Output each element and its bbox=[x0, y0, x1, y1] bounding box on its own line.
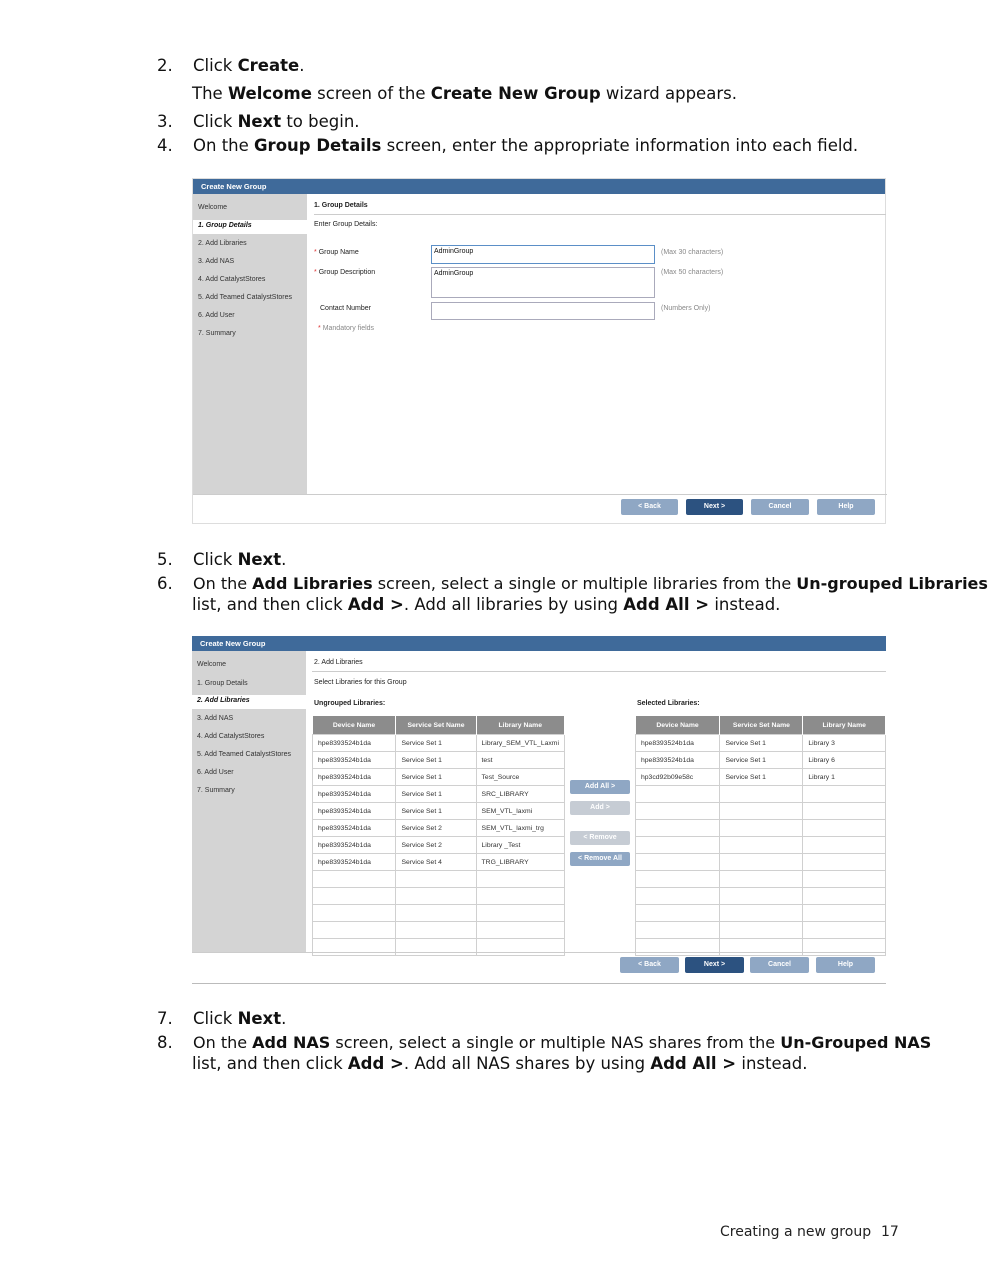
table-cell: test bbox=[476, 752, 564, 769]
table-cell: hpe8393524b1da bbox=[313, 854, 396, 871]
group-description-label: * Group Description bbox=[314, 269, 376, 276]
table-cell bbox=[636, 888, 720, 905]
table-cell: hpe8393524b1da bbox=[313, 735, 396, 752]
table-cell: hpe8393524b1da bbox=[313, 803, 396, 820]
table-row[interactable] bbox=[313, 752, 565, 769]
ungrouped-libraries-table bbox=[312, 716, 565, 956]
table-cell bbox=[636, 905, 720, 922]
table-cell bbox=[636, 803, 720, 820]
table-cell: Test_Source bbox=[476, 769, 564, 786]
button-bar-divider bbox=[192, 952, 886, 953]
table-row[interactable] bbox=[636, 820, 886, 837]
table-cell bbox=[803, 820, 886, 837]
cancel-button[interactable]: Cancel bbox=[751, 499, 809, 515]
table-cell: hpe8393524b1da bbox=[313, 820, 396, 837]
table-cell bbox=[803, 854, 886, 871]
table-cell bbox=[720, 786, 803, 803]
section-subheading: Select Libraries for this Group bbox=[314, 679, 407, 686]
contact-number-input[interactable] bbox=[431, 302, 655, 320]
table-row[interactable] bbox=[636, 888, 886, 905]
step-6-line-2: list, and then click Add >. Add all libraries by using Add All > instead. bbox=[192, 595, 781, 614]
table-cell bbox=[396, 888, 476, 905]
back-button[interactable]: < Back bbox=[620, 957, 679, 973]
table-row[interactable] bbox=[313, 905, 565, 922]
help-button[interactable]: Help bbox=[817, 499, 875, 515]
step-2-paragraph: The Welcome screen of the Create New Group wizard appears. bbox=[192, 84, 737, 103]
table-cell: hpe8393524b1da bbox=[636, 752, 720, 769]
table-cell bbox=[313, 905, 396, 922]
table-cell: Library _Test bbox=[476, 837, 564, 854]
table-cell bbox=[720, 922, 803, 939]
table-cell: hpe8393524b1da bbox=[313, 786, 396, 803]
table-cell bbox=[396, 922, 476, 939]
contact-number-label: Contact Number bbox=[320, 305, 371, 312]
nav-item-add-user[interactable]: 6. Add User bbox=[197, 769, 234, 776]
cancel-button[interactable]: Cancel bbox=[750, 957, 809, 973]
contact-number-hint: (Numbers Only) bbox=[661, 305, 711, 312]
nav-item-group-details[interactable]: 1. Group Details bbox=[193, 220, 307, 234]
table-cell bbox=[636, 786, 720, 803]
table-row[interactable] bbox=[636, 752, 886, 769]
nav-item-welcome[interactable]: Welcome bbox=[198, 204, 228, 211]
wizard-title-bar: Create New Group bbox=[192, 636, 886, 651]
step-8-line-2: list, and then click Add >. Add all NAS shares by using Add All > instead. bbox=[192, 1054, 808, 1073]
wizard-nav bbox=[193, 194, 307, 494]
table-cell bbox=[803, 786, 886, 803]
table-cell bbox=[803, 905, 886, 922]
table-cell bbox=[636, 837, 720, 854]
table-cell bbox=[476, 871, 564, 888]
table-cell bbox=[720, 871, 803, 888]
bottom-divider bbox=[192, 983, 886, 984]
table-cell bbox=[396, 871, 476, 888]
section-subheading: Enter Group Details: bbox=[314, 221, 378, 228]
wizard-nav bbox=[192, 651, 306, 952]
table-row[interactable] bbox=[636, 871, 886, 888]
wizard-group-details-screenshot bbox=[192, 178, 886, 524]
table-cell bbox=[803, 922, 886, 939]
page-number: 17 bbox=[881, 1224, 899, 1240]
help-button[interactable]: Help bbox=[816, 957, 875, 973]
add-all-button[interactable]: Add All > bbox=[570, 780, 630, 794]
back-button[interactable]: < Back bbox=[621, 499, 678, 515]
table-row[interactable] bbox=[636, 854, 886, 871]
table-cell bbox=[476, 922, 564, 939]
table-cell: Service Set 2 bbox=[396, 837, 476, 854]
wizard-add-libraries-screenshot bbox=[192, 636, 886, 985]
table-cell: hpe8393524b1da bbox=[313, 752, 396, 769]
table-cell bbox=[313, 871, 396, 888]
table-cell bbox=[720, 905, 803, 922]
nav-item-add-teamed-catalyststores[interactable]: 5. Add Teamed CatalystStores bbox=[198, 294, 293, 301]
nav-item-add-libraries[interactable]: 2. Add Libraries bbox=[198, 240, 247, 247]
add-button[interactable]: Add > bbox=[570, 801, 630, 815]
next-button[interactable]: Next > bbox=[686, 499, 743, 515]
table-cell bbox=[803, 888, 886, 905]
column-header-device-name[interactable]: Device Name bbox=[313, 716, 396, 735]
selected-libraries-label: Selected Libraries: bbox=[637, 700, 700, 707]
table-row[interactable] bbox=[636, 837, 886, 854]
group-name-hint: (Max 30 characters) bbox=[661, 249, 724, 256]
table-cell bbox=[313, 888, 396, 905]
table-row[interactable] bbox=[313, 837, 565, 854]
heading-divider bbox=[312, 671, 886, 672]
nav-item-add-user[interactable]: 6. Add User bbox=[198, 312, 235, 319]
table-row[interactable] bbox=[313, 769, 565, 786]
table-cell bbox=[396, 905, 476, 922]
table-cell: Service Set 1 bbox=[396, 803, 476, 820]
table-row[interactable] bbox=[636, 786, 886, 803]
mandatory-fields-note: * Mandatory fields bbox=[318, 325, 375, 332]
nav-item-add-teamed-catalyststores[interactable]: 5. Add Teamed CatalystStores bbox=[197, 751, 292, 758]
table-row[interactable] bbox=[313, 871, 565, 888]
section-heading: 1. Group Details bbox=[314, 202, 368, 209]
table-row[interactable] bbox=[636, 735, 886, 752]
table-cell: Service Set 1 bbox=[396, 786, 476, 803]
table-cell bbox=[720, 888, 803, 905]
nav-item-add-catalyststores[interactable]: 4. Add CatalystStores bbox=[197, 733, 265, 740]
table-row[interactable] bbox=[313, 922, 565, 939]
table-cell: Library_SEM_VTL_Laxmi bbox=[476, 735, 564, 752]
group-description-input[interactable]: AdminGroup bbox=[431, 267, 655, 298]
table-cell: SEM_VTL_laxmi bbox=[476, 803, 564, 820]
table-cell bbox=[476, 888, 564, 905]
table-cell bbox=[720, 820, 803, 837]
wizard-title-bar: Create New Group bbox=[193, 179, 885, 194]
remove-button[interactable]: < Remove bbox=[570, 831, 630, 845]
table-cell bbox=[476, 905, 564, 922]
ungrouped-libraries-label: Ungrouped Libraries: bbox=[314, 700, 386, 707]
table-cell bbox=[720, 837, 803, 854]
table-cell: Library 3 bbox=[803, 735, 886, 752]
table-cell bbox=[636, 871, 720, 888]
column-header-service-set-name[interactable]: Service Set Name bbox=[720, 716, 803, 735]
table-row[interactable] bbox=[636, 803, 886, 820]
column-header-service-set-name[interactable]: Service Set Name bbox=[396, 716, 476, 735]
nav-item-add-libraries[interactable]: 2. Add Libraries bbox=[192, 695, 306, 709]
nav-item-add-nas[interactable]: 3. Add NAS bbox=[197, 715, 234, 722]
group-description-hint: (Max 50 characters) bbox=[661, 269, 724, 276]
table-cell bbox=[803, 803, 886, 820]
table-cell: Library 1 bbox=[803, 769, 886, 786]
nav-item-welcome[interactable]: Welcome bbox=[197, 661, 227, 668]
table-row[interactable] bbox=[636, 922, 886, 939]
table-cell: Service Set 1 bbox=[720, 752, 803, 769]
table-cell: Service Set 1 bbox=[396, 735, 476, 752]
section-heading: 2. Add Libraries bbox=[314, 659, 363, 666]
table-cell: hpe8393524b1da bbox=[636, 735, 720, 752]
table-cell bbox=[720, 803, 803, 820]
table-cell: Service Set 1 bbox=[720, 769, 803, 786]
table-cell: Library 6 bbox=[803, 752, 886, 769]
footer-section-title: Creating a new group bbox=[720, 1224, 872, 1240]
table-row[interactable] bbox=[313, 803, 565, 820]
table-cell: Service Set 1 bbox=[396, 752, 476, 769]
column-header-library-name[interactable]: Library Name bbox=[803, 716, 886, 735]
nav-item-add-catalyststores[interactable]: 4. Add CatalystStores bbox=[198, 276, 266, 283]
next-button[interactable]: Next > bbox=[685, 957, 744, 973]
table-cell: Service Set 2 bbox=[396, 820, 476, 837]
table-cell: hpe8393524b1da bbox=[313, 837, 396, 854]
remove-all-button[interactable]: < Remove All bbox=[570, 852, 630, 866]
table-cell bbox=[803, 871, 886, 888]
table-cell: Service Set 1 bbox=[396, 769, 476, 786]
group-name-input[interactable]: AdminGroup bbox=[431, 245, 655, 264]
selected-libraries-table bbox=[635, 716, 886, 956]
table-row[interactable] bbox=[313, 820, 565, 837]
table-cell: Service Set 1 bbox=[720, 735, 803, 752]
table-row[interactable] bbox=[313, 854, 565, 871]
column-header-device-name[interactable]: Device Name bbox=[636, 716, 720, 735]
table-cell: TRG_LIBRARY bbox=[476, 854, 564, 871]
table-cell bbox=[636, 820, 720, 837]
group-name-label: * Group Name bbox=[314, 249, 359, 256]
table-cell bbox=[313, 922, 396, 939]
table-cell bbox=[720, 854, 803, 871]
table-cell bbox=[636, 922, 720, 939]
nav-item-group-details[interactable]: 1. Group Details bbox=[197, 680, 248, 687]
heading-divider bbox=[314, 214, 886, 215]
table-row[interactable] bbox=[313, 735, 565, 752]
button-bar-divider bbox=[193, 494, 887, 495]
nav-item-summary[interactable]: 7. Summary bbox=[198, 330, 236, 337]
table-cell: hpe8393524b1da bbox=[313, 769, 396, 786]
nav-item-add-nas[interactable]: 3. Add NAS bbox=[198, 258, 235, 265]
column-header-library-name[interactable]: Library Name bbox=[476, 716, 564, 735]
table-row[interactable] bbox=[313, 786, 565, 803]
table-cell: hp3cd92b09e58c bbox=[636, 769, 720, 786]
table-row[interactable] bbox=[636, 905, 886, 922]
table-cell bbox=[636, 854, 720, 871]
table-cell: SEM_VTL_laxmi_trg bbox=[476, 820, 564, 837]
table-cell: Service Set 4 bbox=[396, 854, 476, 871]
table-cell bbox=[803, 837, 886, 854]
table-row[interactable] bbox=[313, 888, 565, 905]
table-cell: SRC_LIBRARY bbox=[476, 786, 564, 803]
nav-item-summary[interactable]: 7. Summary bbox=[197, 787, 235, 794]
table-row[interactable] bbox=[636, 769, 886, 786]
